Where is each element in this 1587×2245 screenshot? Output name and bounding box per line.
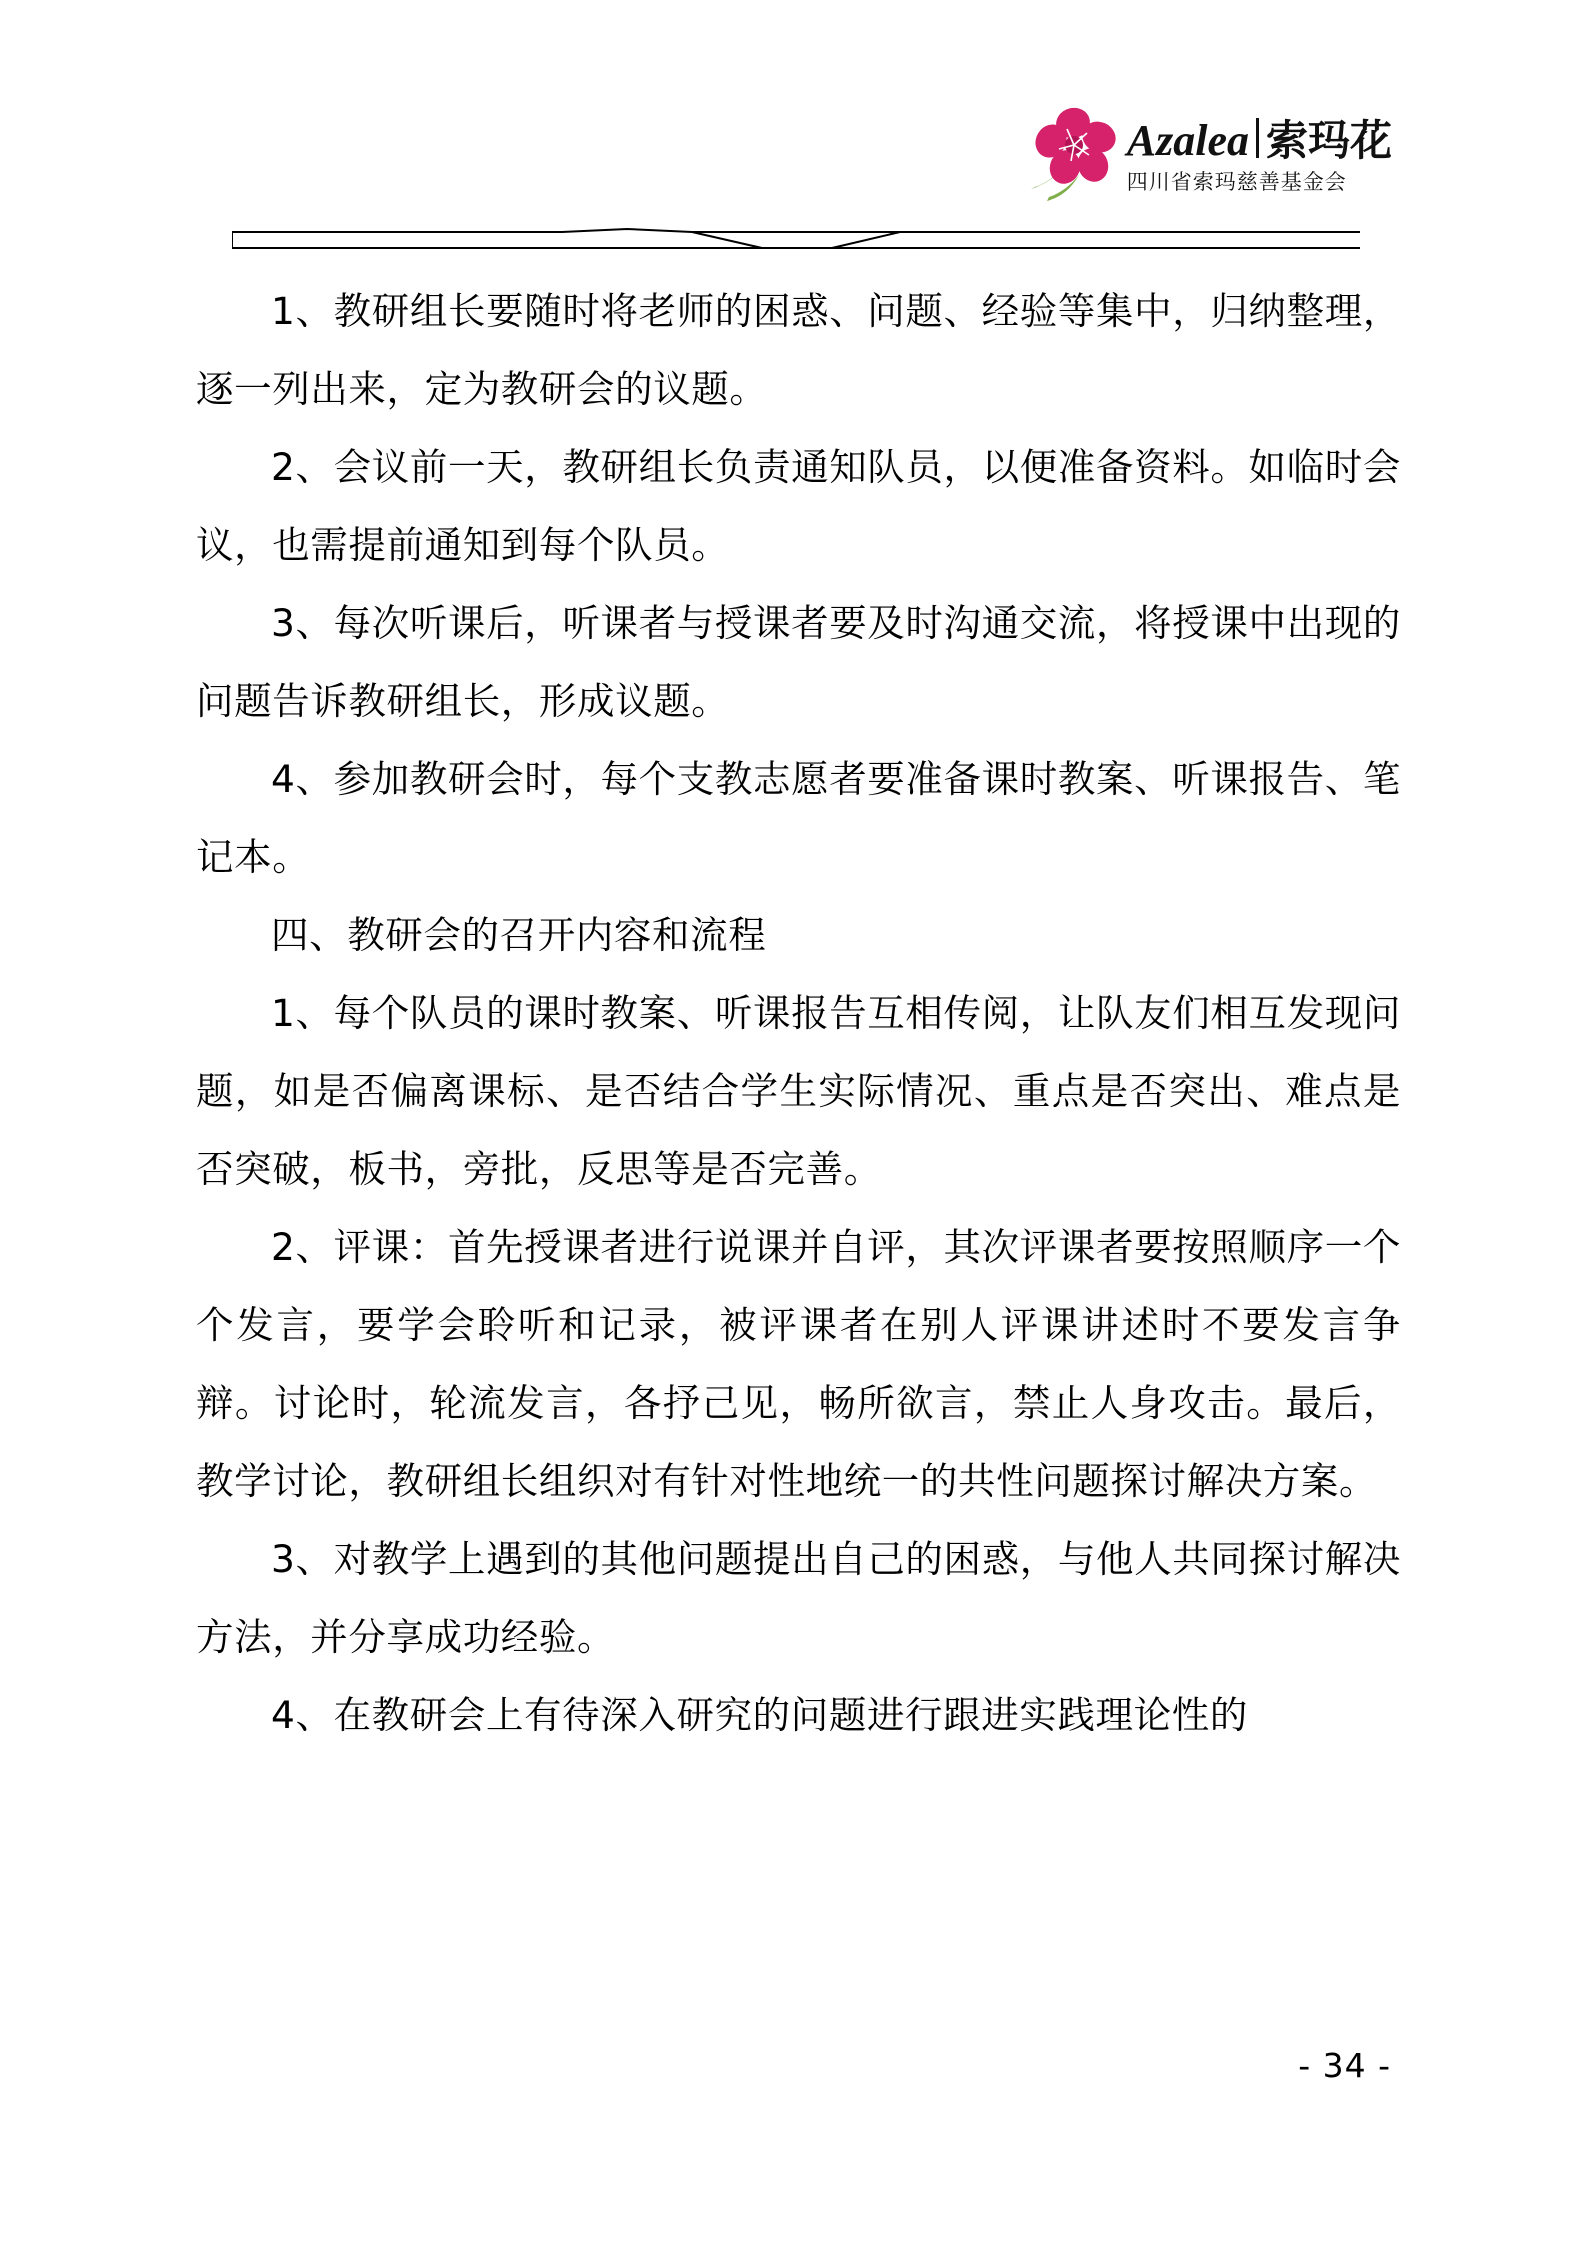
paragraph: 4、参加教研会时，每个支教志愿者要准备课时教案、听课报告、笔记本。	[196, 757, 1401, 879]
section-heading: 四、教研会的召开内容和流程	[271, 913, 767, 957]
logo-english-name: Azalea	[1126, 116, 1249, 165]
paragraph: 4、在教研会上有待深入研究的问题进行跟进实践理论性的	[271, 1693, 1248, 1737]
paragraph: 1、教研组长要随时将老师的困惑、问题、经验等集中，归纳整理，逐一列出来，定为教研会的议题。	[196, 289, 1401, 411]
page-header	[0, 0, 1587, 270]
logo-divider	[1256, 118, 1259, 158]
paragraph: 2、评课：首先授课者进行说课并自评，其次评课者要按照顺序一个个发言，要学会聆听和记录，被评课者在别人评课讲述时不要发言争辩。讨论时，轮流发言，各抒己见，畅所欲言，禁止人身攻击。最后，教学讨论，教研组长组织对有针对性地统一的共性问题探讨解决方案。	[196, 1225, 1401, 1503]
logo-text-block	[1127, 115, 1392, 193]
paragraph: 3、对教学上遇到的其他问题提出自己的困惑，与他人共同探讨解决方法，并分享成功经验。	[196, 1537, 1401, 1659]
logo-chinese-name: 索玛花	[1265, 116, 1392, 165]
paragraph: 1、每个队员的课时教案、听课报告互相传阅，让队友们相互发现问题，如是否偏离课标、是否结合学生实际情况、重点是否突出、难点是否突破，板书，旁批，反思等是否完善。	[196, 991, 1401, 1191]
document-body	[196, 272, 1401, 1754]
paragraph: 3、每次听课后，听课者与授课者要及时沟通交流，将授课中出现的问题告诉教研组长，形成议题。	[196, 601, 1401, 723]
logo-subtitle: 四川省索玛慈善基金会	[1126, 170, 1347, 194]
azalea-flower-icon	[1027, 105, 1119, 203]
organization-logo	[1027, 105, 1392, 203]
header-divider-rule	[232, 228, 1360, 252]
page-number: - 34 -	[1298, 2046, 1391, 2085]
logo-title-row	[1127, 115, 1392, 163]
paragraph: 2、会议前一天，教研组长负责通知队员，以便准备资料。如临时会议，也需提前通知到每个队员。	[196, 445, 1401, 567]
